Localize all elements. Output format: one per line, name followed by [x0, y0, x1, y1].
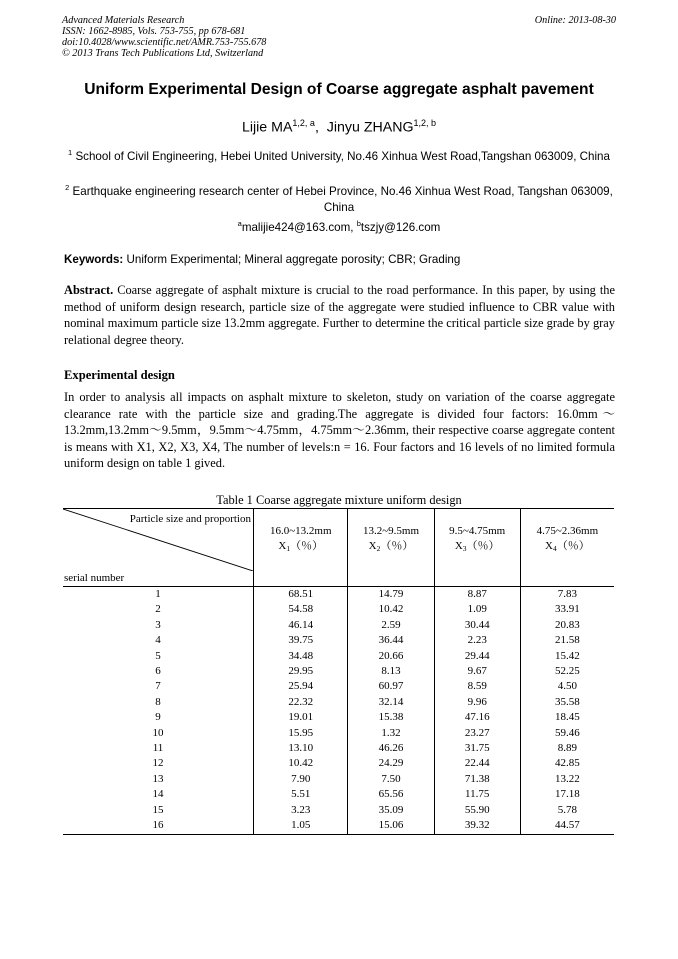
table-row [63, 679, 614, 694]
abstract-label: Abstract. [64, 283, 114, 297]
column-header [434, 509, 520, 587]
serial-cell: 7 [155, 680, 161, 693]
column-var: X [545, 540, 553, 552]
value-cell: 42.85 [520, 756, 614, 771]
value-cell: 52.25 [520, 664, 614, 679]
affiliation-sup: 2 [65, 183, 70, 192]
value-cell: 17.18 [520, 787, 614, 802]
author-list: Lijie MA$^{1,2, a}$, Jinyu ZHANG$^{1,2, b}$ [241, 118, 437, 136]
serial-cell: 3 [155, 618, 161, 631]
column-sub: 4 [552, 544, 557, 553]
value-cell: 7.50 [348, 772, 434, 787]
serial-cell: 5 [155, 649, 161, 662]
column-range: 16.0~13.2mm [269, 525, 332, 537]
corner-top-label: Particle size and proportion [129, 513, 251, 525]
value-cell: 11.75 [434, 787, 520, 802]
column-range: 13.2~9.5mm [362, 525, 420, 537]
column-sub: 2 [376, 544, 381, 553]
affiliation-2 [62, 180, 616, 216]
table-row [63, 726, 614, 741]
value-cell: 2.23 [434, 633, 520, 648]
value-cell: 29.95 [254, 664, 348, 679]
serial-cell: 2 [155, 603, 161, 616]
column-header [254, 509, 348, 587]
value-cell: 8.89 [520, 741, 614, 756]
column-unit: （％） [290, 540, 324, 552]
diagonal-header-cell [63, 509, 254, 587]
value-cell: 8.13 [348, 664, 434, 679]
author-name: Lijie MA [241, 119, 293, 136]
table-row [63, 602, 614, 617]
value-cell: 25.94 [254, 679, 348, 694]
table-row [63, 756, 614, 771]
abstract-text: Coarse aggregate of asphalt mixture is crucial to the road performance. In this paper, by using the method of uniform design research, particle size of the aggregate were studied influence to CBR value with nominal maximum particle size 13.2mm aggregate. Further to determine the critical particle size grade by gray relational degree theory. [64, 283, 615, 347]
value-cell: 13.10 [254, 741, 348, 756]
value-cell: 68.51 [254, 587, 348, 603]
value-cell: 35.09 [348, 803, 434, 818]
value-cell: 39.75 [254, 633, 348, 648]
value-cell: 34.48 [254, 649, 348, 664]
value-cell: 8.87 [434, 587, 520, 603]
value-cell: 22.44 [434, 756, 520, 771]
value-cell: 10.42 [254, 756, 348, 771]
column-range: 4.75~2.36mm [536, 525, 599, 537]
value-cell: 5.78 [520, 803, 614, 818]
doi-line: doi:10.4028/www.scientific.net/AMR.753-755.678 [62, 37, 267, 48]
value-cell: 22.32 [254, 695, 348, 710]
keywords-text: Uniform Experimental; Mineral aggregate porosity; CBR; Grading [123, 253, 461, 266]
value-cell: 9.96 [434, 695, 520, 710]
value-cell: 55.90 [434, 803, 520, 818]
column-header [520, 509, 614, 587]
paper-title: Uniform Experimental Design of Coarse aggregate asphalt pavement [84, 81, 594, 98]
serial-cell: 10 [152, 726, 164, 739]
table-row [63, 818, 614, 834]
serial-cell: 16 [63, 818, 254, 834]
value-cell: 71.38 [434, 772, 520, 787]
value-cell: 59.46 [520, 726, 614, 741]
value-cell: 13.22 [520, 772, 614, 787]
email-sup: a [237, 219, 242, 228]
value-cell: 1.32 [348, 726, 434, 741]
affiliation-sup: 1 [68, 148, 73, 157]
value-cell: 29.44 [434, 649, 520, 664]
value-cell: 35.58 [520, 695, 614, 710]
value-cell: 47.16 [434, 710, 520, 725]
column-sub: 3 [462, 544, 467, 553]
value-cell: 8.59 [434, 679, 520, 694]
serial-cell: 8 [155, 695, 161, 708]
email-line [62, 216, 616, 236]
value-cell: 15.38 [348, 710, 434, 725]
section-heading: Experimental design [64, 368, 175, 382]
value-cell: 46.14 [254, 618, 348, 633]
journal-header [62, 15, 616, 59]
value-cell: 60.97 [348, 679, 434, 694]
column-unit: （％） [380, 540, 414, 552]
body-paragraph: In order to analysis all impacts on asphalt mixture to skeleton, study on variation of the coarse aggregate clearance rate with the particle size and grading.The aggregate is divided four factors: 16.0mm～13.2mm,13.2mm～9.5mm，9.5mm～4.75mm，4.75mm～2.36mm, their respective coarse aggregate content is means with X1, X2, X3, X4, The number of levels:n = 16. Four factors and 16 levels of no limited formula uniform design on table 1 gived. [64, 390, 615, 470]
value-cell: 2.59 [348, 618, 434, 633]
value-cell: 19.01 [254, 710, 348, 725]
serial-cell: 15 [152, 803, 164, 816]
serial-cell: 9 [155, 711, 161, 724]
table-row [63, 587, 614, 603]
journal-name: Advanced Materials Research [62, 15, 185, 26]
value-cell: 1.09 [434, 602, 520, 617]
serial-cell: 12 [152, 757, 164, 770]
table-row [63, 710, 614, 725]
table-row [63, 649, 614, 664]
issn-line: ISSN: 1662-8985, Vols. 753-755, pp 678-681 [62, 26, 246, 37]
copyright-line: © 2013 Trans Tech Publications Ltd, Switzerland [62, 48, 264, 59]
table-row [63, 633, 614, 648]
serial-cell: 1 [155, 588, 161, 600]
value-cell: 32.14 [348, 695, 434, 710]
value-cell: 14.79 [348, 587, 434, 603]
column-unit: （％） [556, 540, 590, 552]
table-row [63, 664, 614, 679]
table-row [63, 695, 614, 710]
value-cell: 10.42 [348, 602, 434, 617]
column-var: X [368, 540, 377, 552]
value-cell: 4.50 [520, 679, 614, 694]
author-sup: 1,2, a [292, 118, 315, 128]
table-caption: Table 1 Coarse aggregate mixture uniform design [216, 493, 462, 507]
table-row [63, 772, 614, 787]
value-cell: 5.51 [254, 787, 348, 802]
value-cell: 54.58 [254, 602, 348, 617]
column-header [348, 509, 434, 587]
value-cell: 3.23 [254, 803, 348, 818]
serial-cell: 11 [152, 742, 164, 755]
value-cell: 44.57 [520, 818, 614, 834]
value-cell: 7.90 [254, 772, 348, 787]
affiliation-text: Earthquake engineering research center of Hebei Province, No.46 Xinhua West Road, Tangshan 063009, China [72, 184, 613, 214]
affiliation-1 [62, 145, 616, 165]
author-sup: 1,2, b [413, 118, 437, 128]
value-cell: 18.45 [520, 710, 614, 725]
value-cell: 15.06 [348, 818, 434, 834]
affiliation-text: School of Civil Engineering, Hebei United University, No.46 Xinhua West Road,Tangshan 063009, China [75, 149, 610, 163]
value-cell: 30.44 [434, 618, 520, 633]
value-cell: 33.91 [520, 602, 614, 617]
serial-cell: 13 [152, 772, 164, 785]
column-sub: 1 [286, 544, 291, 553]
table-row [63, 741, 614, 756]
value-cell: 7.83 [520, 587, 614, 603]
value-cell: 23.27 [434, 726, 520, 741]
value-cell: 36.44 [348, 633, 434, 648]
keywords [64, 252, 616, 268]
column-var: X [454, 540, 463, 552]
value-cell: 9.67 [434, 664, 520, 679]
table-row [63, 803, 614, 818]
email-address[interactable]: tszjy@126.com [360, 220, 441, 234]
value-cell: 15.95 [254, 726, 348, 741]
value-cell: 24.29 [348, 756, 434, 771]
value-cell: 46.26 [348, 741, 434, 756]
value-cell: 65.56 [348, 787, 434, 802]
column-var: X [278, 540, 287, 552]
table-row [63, 787, 614, 802]
serial-cell: 14 [152, 788, 164, 801]
value-cell: 20.66 [348, 649, 434, 664]
design-table [63, 508, 614, 835]
abstract [64, 282, 615, 348]
value-cell: 21.58 [520, 633, 614, 648]
online-date: Online: 2013-08-30 [534, 15, 616, 26]
column-unit: （％） [466, 540, 500, 552]
value-cell: 1.05 [254, 818, 348, 834]
corner-bottom-label: serial number [64, 572, 125, 584]
column-range: 9.5~4.75mm [449, 525, 506, 537]
keywords-label: Keywords: [64, 253, 124, 266]
serial-cell: 6 [155, 665, 161, 678]
email-sup: b [356, 219, 361, 228]
table-row [63, 618, 614, 633]
value-cell: 39.32 [434, 818, 520, 834]
value-cell: 31.75 [434, 741, 520, 756]
author-name: Jinyu ZHANG [326, 119, 414, 136]
table-header-row [63, 509, 614, 587]
value-cell: 15.42 [520, 649, 614, 664]
value-cell: 20.83 [520, 618, 614, 633]
serial-cell: 4 [155, 634, 161, 647]
email-address[interactable]: malijie424@163.com, [241, 220, 357, 234]
